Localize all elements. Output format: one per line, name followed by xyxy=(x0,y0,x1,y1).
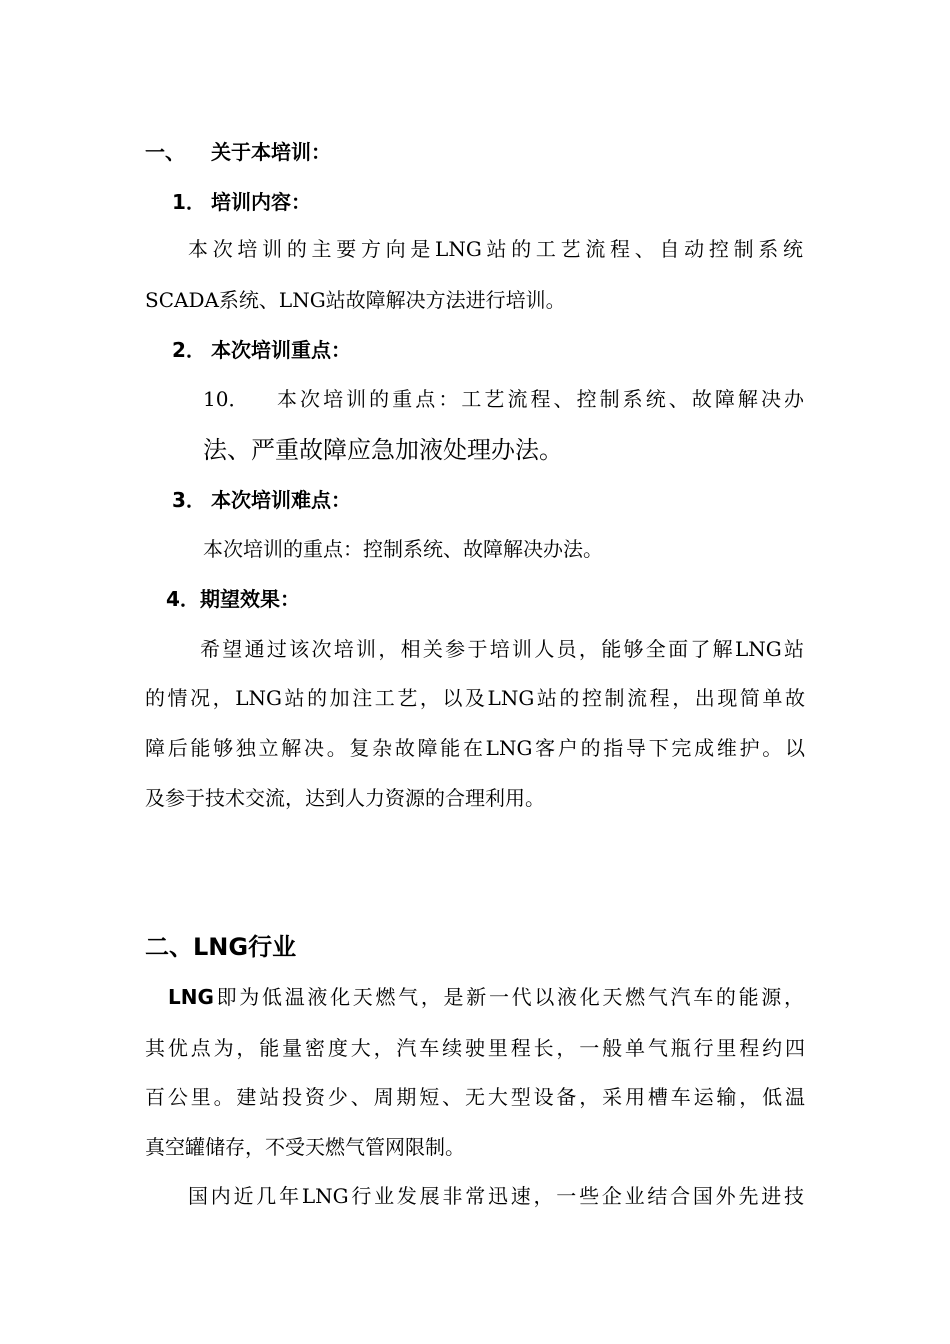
section-2-para-1-line-4: 真空罐储存，不受天燃气管网限制。 xyxy=(145,1135,465,1159)
item-1-title: 培训内容： xyxy=(211,190,311,214)
item-3-title: 本次培训难点： xyxy=(211,488,351,512)
section-2-para-1-line-1 xyxy=(168,984,804,1010)
section-2-heading: 二、LNG行业 xyxy=(145,933,297,961)
section-2-para-1-line-2: 其优点为，能量密度大，汽车续驶里程长，一般单气瓶行里程约四 xyxy=(145,1036,805,1060)
item-4-number: 4． xyxy=(166,587,200,611)
item-4-text-line-1: 希望通过该次培训，相关参于培训人员，能够全面了解LNG站 xyxy=(200,637,804,661)
item-3-number: 3． xyxy=(172,488,206,512)
item-1-text-line-2: SCADA系统、LNG站故障解决方法进行培训。 xyxy=(145,288,566,312)
item-2-text-line-1: 本次培训的重点：工艺流程、控制系统、故障解决办 xyxy=(277,387,804,411)
section-2-para-2-line-1: 国内近几年LNG行业发展非常迅速，一些企业结合国外先进技 xyxy=(188,1184,804,1208)
item-3-text-line-1: 本次培训的重点：控制系统、故障解决办法。 xyxy=(203,537,603,561)
section-1-title: 关于本培训： xyxy=(211,140,331,164)
item-2-text-line-2: 法、严重故障应急加液处理办法。 xyxy=(203,436,563,464)
item-1-number: 1． xyxy=(172,190,206,214)
item-4-text-line-2: 的情况，LNG站的加注工艺，以及LNG站的控制流程，出现简单故 xyxy=(145,686,805,710)
item-2-title: 本次培训重点： xyxy=(211,338,351,362)
item-4-text-line-3: 障后能够独立解决。复杂故障能在LNG客户的指导下完成维护。以 xyxy=(145,736,805,760)
item-2-number: 2． xyxy=(172,338,206,362)
item-4-text-line-4: 及参于技术交流，达到人力资源的合理利用。 xyxy=(145,786,545,810)
section-2-para-1-line-3: 百公里。建站投资少、周期短、无大型设备，采用槽车运输，低温 xyxy=(145,1085,805,1109)
section-1-number: 一、 xyxy=(145,140,185,164)
para-1-line-1-text: 即为低温液化天燃气，是新一代以液化天燃气汽车的能源， xyxy=(213,985,804,1009)
item-2-sub-number: 10． xyxy=(203,387,249,411)
para-1-lead: LNG xyxy=(168,985,214,1009)
item-1-text-line-1: 本次培训的主要方向是LNG站的工艺流程、自动控制系统 xyxy=(188,237,803,261)
item-4-title: 期望效果： xyxy=(200,587,300,611)
